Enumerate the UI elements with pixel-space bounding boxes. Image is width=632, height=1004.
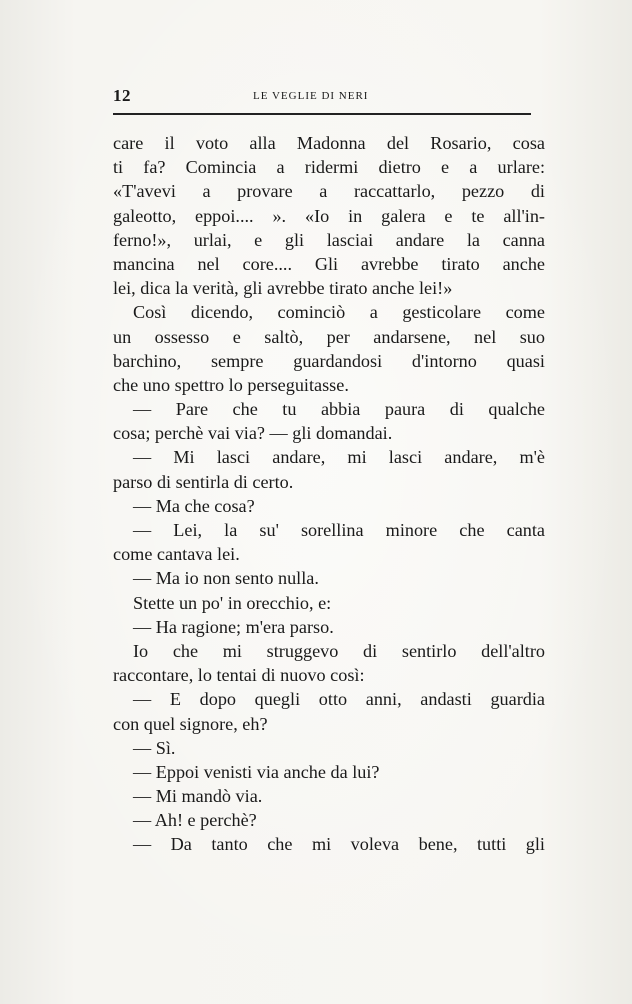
text-line: — Ah! e perchè? — [133, 810, 257, 831]
text-line: «T'avevi a provare a raccattarlo, pezzo di — [113, 181, 545, 202]
text-line: ti fa? Comincia a ridermi dietro e a urlare: — [113, 157, 545, 178]
text-line: cosa; perchè vai via? — gli domandai. — [113, 423, 393, 444]
text-line: barchino, sempre guardandosi d'intorno quasi — [113, 350, 545, 371]
text-line: — Lei, la su' sorellina minore che canta — [133, 520, 545, 540]
text-line: — Da tanto che mi voleva bene, tutti gli — [133, 834, 545, 855]
text-line: Io che mi struggevo di sentirlo dell'altro — [133, 640, 545, 661]
text-line: — Mi mandò via. — [133, 786, 263, 807]
text-line: ferno!», urlai, e gli lasciai andare la canna — [113, 229, 545, 250]
text-line: con quel signore, eh? — [113, 713, 268, 734]
text-line: — Ma che cosa? — [133, 495, 255, 516]
page-number: 12 — [113, 86, 131, 105]
text-line: — Sì. — [133, 737, 176, 758]
text-line: Stette un po' in orecchio, e: — [133, 592, 332, 613]
body-text — [113, 131, 545, 857]
text-line: — Mi lasci andare, mi lasci andare, m'è — [133, 447, 545, 468]
text-line: lei, dica la verità, gli avrebbe tirato anche lei!» — [113, 278, 453, 299]
text-line: Così dicendo, cominciò a gesticolare come — [133, 302, 545, 323]
header-rule — [113, 113, 531, 115]
text-line: — Ha ragione; m'era parso. — [133, 616, 334, 637]
text-line: — E dopo quegli otto anni, andasti guardia — [133, 689, 545, 710]
text-line: raccontare, lo tentai di nuovo così: — [113, 665, 365, 686]
text-line: mancina nel core.... Gli avrebbe tirato anche — [113, 253, 545, 274]
text-line: care il voto alla Madonna del Rosario, cosa — [113, 133, 545, 153]
text-line: che uno spettro lo perseguitasse. — [113, 374, 349, 395]
text-line: galeotto, eppoi.... ». «Io in galera e te all'in- — [113, 205, 545, 226]
page-header — [113, 86, 531, 108]
text-line: come cantava lei. — [113, 544, 240, 565]
text-line: — Ma io non sento nulla. — [133, 568, 319, 589]
running-title: LE VEGLIE DI NERI — [253, 90, 369, 102]
text-line: — Eppoi venisti via anche da lui? — [133, 761, 380, 782]
text-line: un ossesso e saltò, per andarsene, nel suo — [113, 326, 545, 347]
text-line: parso di sentirla di certo. — [113, 471, 294, 492]
text-line: — Pare che tu abbia paura di qualche — [133, 399, 545, 420]
